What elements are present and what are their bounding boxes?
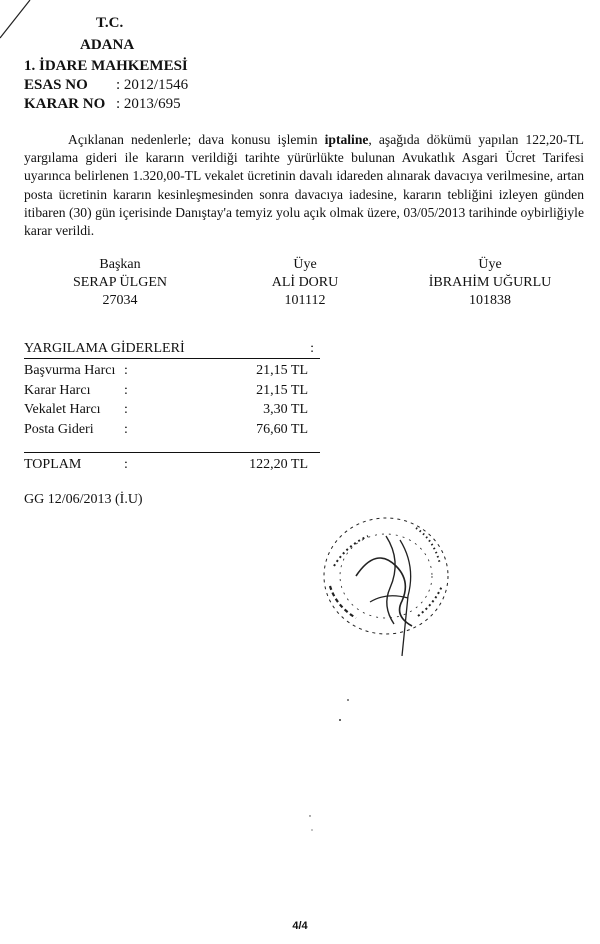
header-state: T.C.: [96, 15, 124, 31]
signature-member-2: [410, 256, 570, 310]
corner-scan-line: [0, 0, 60, 60]
signature-name: SERAP ÜLGEN: [73, 275, 167, 290]
decision-text-end: , aşağıda dökümü yapılan 122,20-TL yargılama gideri ile kararın verildiği tarihte yürürlükte bulunan Avukatlık Asgari Ücret Tarifesi uyarınca belirlenen 1.320,00-TL vekalet ücretinin davalı idareden alınarak davacıya verilmesine, artan posta ücretinin kararın kesinleşmesinden sonra davacıya iadesine, kararın tebliğini izleyen günden itibaren (30) gün içerisinde Danıştay'a temyiz yolu açık olmak üzere, 03/05/2013 tarihinde oybirliğiyle karar verildi.: [24, 132, 584, 239]
page-number: 4/4: [292, 920, 308, 932]
costs-title-colon: :: [310, 341, 314, 356]
signature-id: 27034: [102, 293, 138, 308]
costs-title-row: [24, 340, 320, 359]
signature-president: [40, 256, 200, 310]
costs-title: YARGILAMA GİDERLERİ: [24, 341, 185, 356]
decision-text-start: Açıklanan nedenlerle; dava konusu işlemin: [68, 132, 325, 147]
cost-amount: 76,60 TL: [256, 421, 308, 437]
signature-name: ALİ DORU: [271, 275, 339, 290]
signature-role: Üye: [478, 257, 502, 272]
cost-total-colon: :: [124, 457, 128, 472]
cost-label: Başvurma Harcı: [24, 363, 116, 378]
karar-label: KARAR NO: [24, 96, 106, 112]
cost-colon: :: [124, 363, 128, 378]
cost-row: [24, 420, 320, 440]
cost-amount: 21,15 TL: [256, 382, 308, 398]
signature-name: İBRAHİM UĞURLU: [428, 275, 552, 290]
costs-table: [24, 340, 320, 475]
cost-row: [24, 381, 320, 401]
cost-total-amount: 122,20 TL: [249, 457, 308, 472]
decision-bold-word: iptaline: [324, 132, 369, 147]
cost-amount: 21,15 TL: [256, 363, 308, 378]
header-court: 1. İDARE MAHKEMESİ: [24, 58, 188, 74]
cost-colon: :: [124, 382, 128, 398]
cost-colon: :: [124, 402, 128, 417]
cost-row: [24, 361, 320, 381]
decision-paragraph: [24, 131, 584, 240]
karar-value: : 2013/695: [116, 96, 181, 112]
signature-id: 101112: [284, 293, 326, 308]
cost-label: Vekalet Harcı: [24, 402, 101, 417]
scan-specks: [300, 680, 380, 860]
signature-member-1: [225, 256, 385, 310]
cost-colon: :: [124, 421, 128, 437]
court-seal-stamp-icon: [316, 506, 456, 656]
footer-note: GG 12/06/2013 (İ.U): [24, 492, 143, 507]
signature-role: Başkan: [99, 257, 141, 272]
cost-label: Posta Gideri: [24, 421, 94, 437]
cost-row: [24, 400, 320, 420]
esas-label: ESAS NO: [24, 77, 88, 93]
esas-value: : 2012/1546: [116, 77, 189, 93]
header-city: ADANA: [80, 37, 135, 53]
costs-total-divider: [24, 452, 320, 475]
cost-label: Karar Harcı: [24, 382, 91, 398]
signature-role: Üye: [293, 257, 317, 272]
cost-amount: 3,30 TL: [263, 402, 308, 417]
signature-id: 101838: [469, 293, 511, 308]
cost-total-row: [24, 455, 320, 475]
esas-row: [24, 76, 188, 94]
cost-total-label: TOPLAM: [24, 457, 82, 472]
karar-row: [24, 95, 181, 113]
